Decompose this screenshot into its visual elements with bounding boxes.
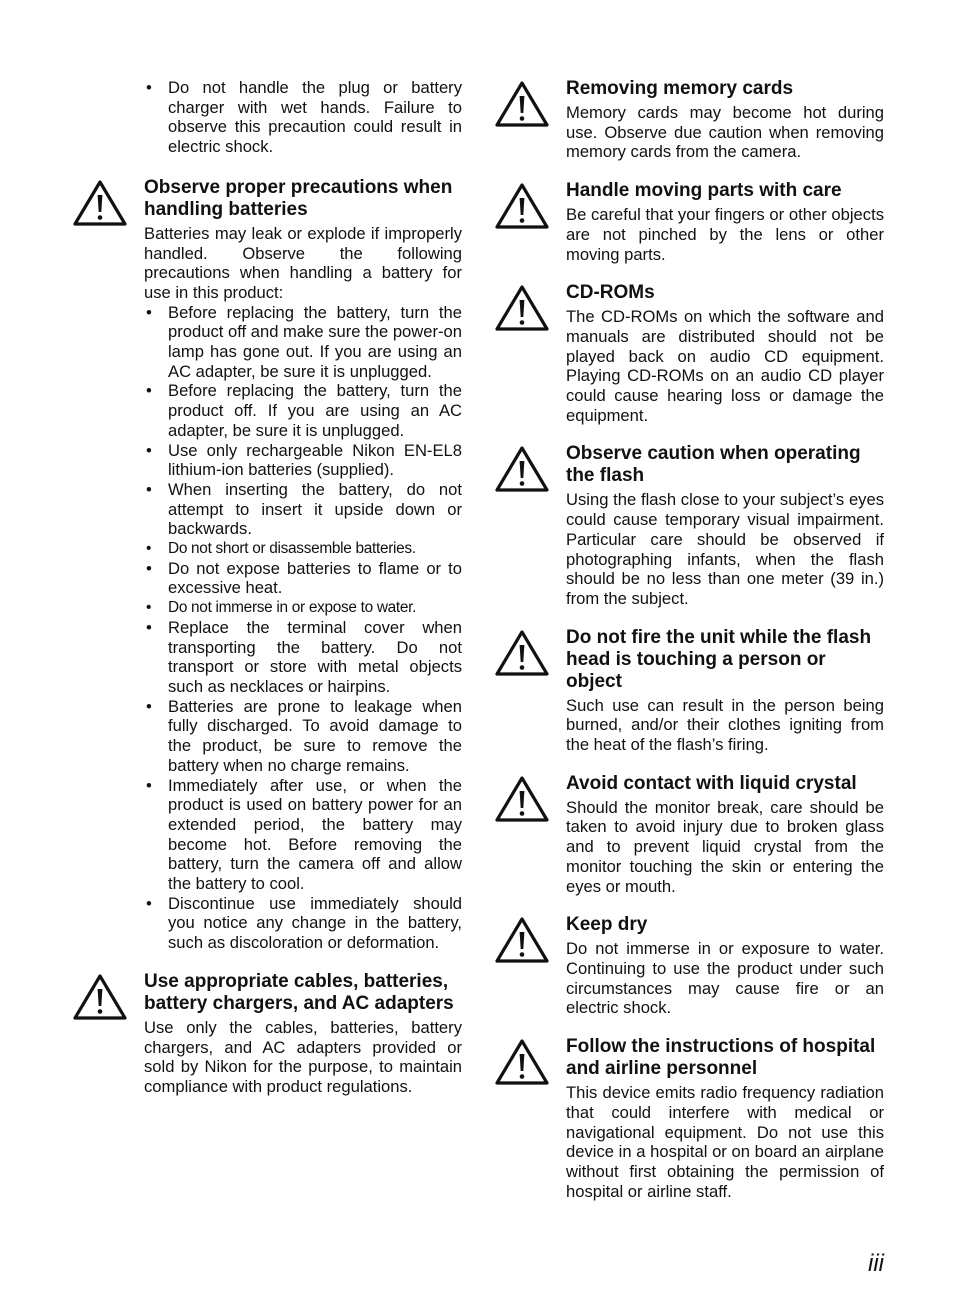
list-item: • When inserting the battery, do not attempt to insert it upside down or backwards. [144,480,462,539]
top-bullet-block [72,78,462,157]
section-title: Removing memory cards [566,78,794,99]
section-keep-dry [494,914,884,1018]
section-body: Should the monitor break, care should be taken to avoid injury due to broken glass and to prevent liquid crystal from the monitor touching the skin or entering the eyes or mouth. [566,797,884,896]
section-liquid-crystal [494,773,884,897]
section-battery-precautions [72,177,462,953]
section-title: Observe proper precautions when handling batteries [144,176,453,220]
warning-triangle-icon [494,445,550,493]
section-body: This device emits radio frequency radiation that could interfere with medical or navigational equipment. Do not use this device in a hospital or on board an airplane without first obtaining the permission of hospital or airline staff. [566,1083,884,1201]
section-title: Keep dry [566,914,648,936]
list-item: • Do not short or disassemble batteries. [144,539,462,559]
battery-precaution-list [144,303,462,953]
warning-triangle-icon [494,916,550,964]
section-cables-adapters [72,971,462,1097]
warning-triangle-icon [494,629,550,677]
list-item: • Discontinue use immediately should you notice any change in the battery, such as discoloration or deformation. [144,894,462,953]
section-body: Do not immerse in or exposure to water. Continuing to use the product under such circumstances may cause fire or an electric shock. [566,939,884,1018]
section-moving-parts [494,180,884,264]
section-title: Handle moving parts with care [566,180,842,202]
section-title: Do not fire the unit while the flash head is touching a person or object [566,626,872,692]
list-item: • Immediately after use, or when the product is used on battery power for an extended period, the battery may become hot. Before removing the battery, turn the camera off and allow the battery to cool. [144,776,462,894]
section-title: CD-ROMs [566,282,655,304]
section-flash-touching [494,627,884,755]
list-item: • Replace the terminal cover when transporting the battery. Do not transport or store with metal objects such as necklaces or hairpins. [144,618,462,697]
warning-triangle-icon [494,1038,550,1086]
section-hospital-airline [494,1036,884,1201]
section-title: Follow the instructions of hospital and airline personnel [566,1036,876,1080]
section-title: Use appropriate cables, batteries, battery chargers, and AC adapters [144,970,454,1014]
warning-triangle-icon [494,284,550,332]
warning-triangle-icon [494,775,550,823]
warning-triangle-icon [72,179,128,227]
top-bullet-list [144,78,462,157]
section-flash-caution [494,443,884,608]
warning-triangle-icon [494,182,550,230]
section-title: Observe caution when operating the flash [566,443,861,487]
list-item: • Do not handle the plug or battery charger with wet hands. Failure to observe this precaution could result in electric shock. [144,78,462,157]
section-body: The CD-ROMs on which the software and manuals are distributed should not be played back on audio CD equipment. Playing CD-ROMs on an audio CD player could cause hearing loss or damage the equipment. [566,307,884,425]
section-title: Avoid contact with liquid crystal [566,772,857,794]
warning-triangle-icon [72,973,128,1021]
list-item: • Do not immerse in or expose to water. [144,598,462,618]
section-body: Batteries may leak or explode if improperly handled. Observe the following precautions when handling a battery for use in this product: [144,223,462,302]
section-body: Such use can result in the person being burned, and/or their clothes igniting from the heat of the flash’s firing. [566,695,884,755]
page-number: iii [868,1250,884,1277]
list-item: • Before replacing the battery, turn the product off and make sure the power-on lamp has gone out. If you are using an AC adapter, be sure it is unplugged. [144,303,462,382]
left-column [72,78,462,1115]
right-column [494,78,884,1219]
section-body: Use only the cables, batteries, battery chargers, and AC adapters provided or sold by Nikon for the purpose, to maintain compliance with product regulations. [144,1017,462,1096]
list-item: • Use only rechargeable Nikon EN-EL8 lithium-ion batteries (supplied). [144,441,462,480]
section-body: Using the flash close to your subject’s eyes could cause temporary visual impairment. Particular care should be observed if photographing infants, when the flash should be no less than one meter (39 in.) from the subject. [566,490,884,608]
section-cd-roms [494,282,884,425]
section-body: Be careful that your fingers or other objects are not pinched by the lens or other moving parts. [566,205,884,264]
list-item: • Before replacing the battery, turn the product off. If you are using an AC adapter, be sure it is unplugged. [144,381,462,440]
section-body: Memory cards may become hot during use. Observe due caution when removing memory cards from the camera. [566,103,884,162]
list-item: • Do not expose batteries to flame or to excessive heat. [144,559,462,598]
section-memory-cards [494,78,884,162]
list-item: • Batteries are prone to leakage when fully discharged. To avoid damage to the product, be sure to remove the battery when no charge remains. [144,697,462,776]
warning-triangle-icon [494,80,550,128]
